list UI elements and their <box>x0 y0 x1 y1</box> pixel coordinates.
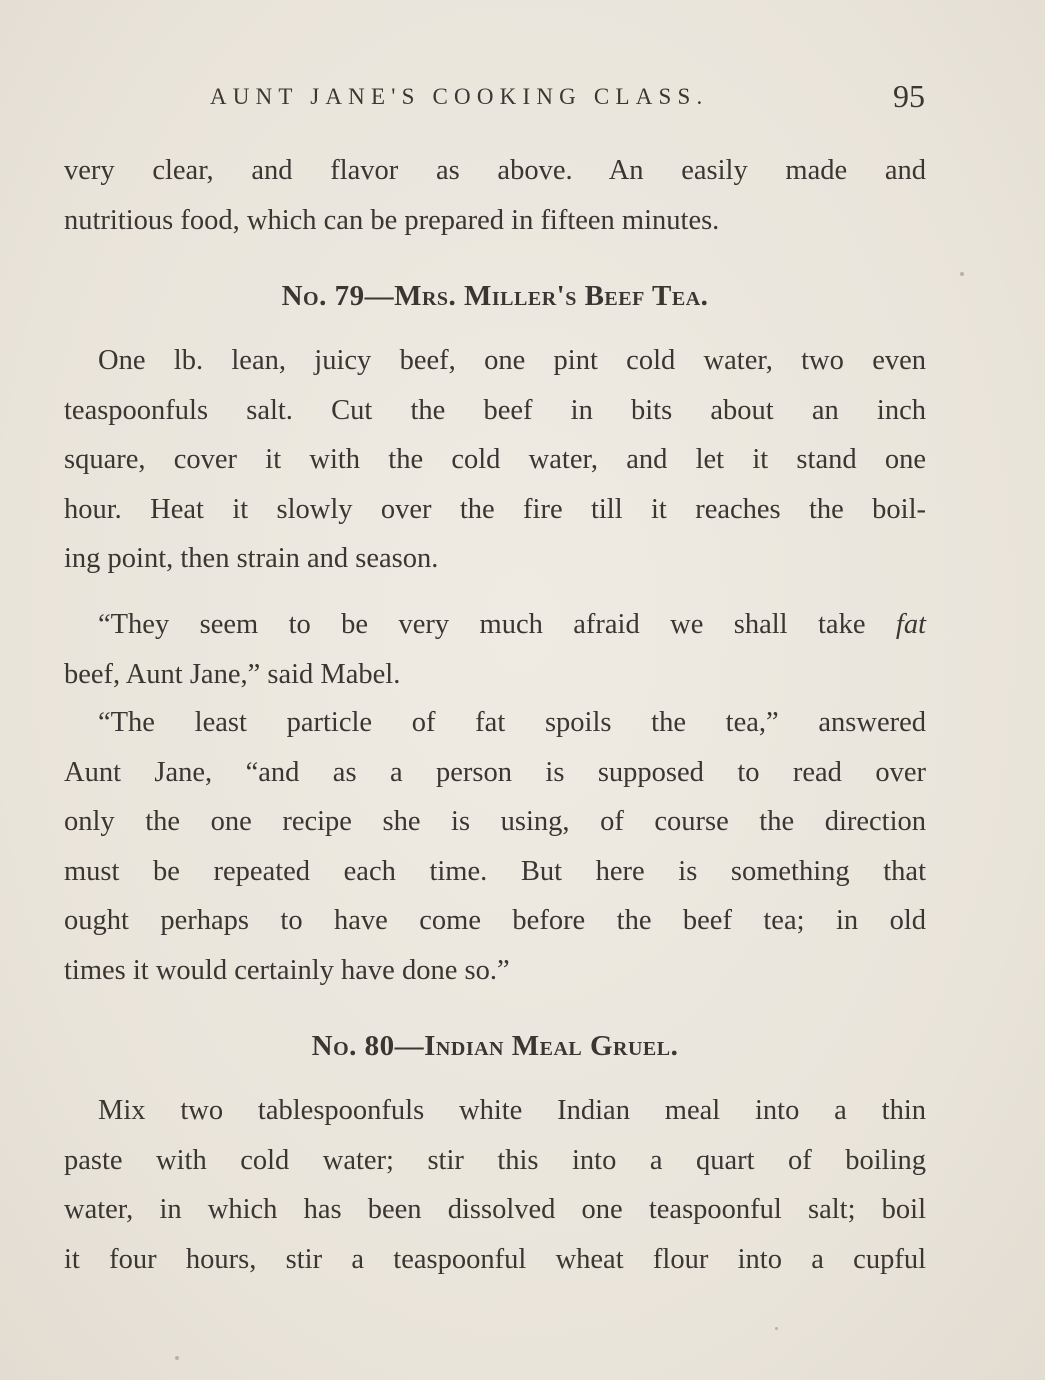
heading-text: No. 80—Indian Meal Gruel. <box>311 1030 679 1062</box>
intro-paragraph <box>64 146 926 245</box>
text-line: ought perhaps to have come before the beef tea; in old <box>64 905 926 936</box>
text-line: paste with cold water; stir this into a quart of boiling <box>64 1144 926 1176</box>
text-line: teaspoonfuls salt. Cut the beef in bits about an inch <box>64 394 926 426</box>
text-line: “The least particle of fat spoils the tea,” answered <box>98 707 926 738</box>
heading-text: No. 79—Mrs. Miller's Beef Tea. <box>281 280 709 312</box>
text-line: only the one recipe she is using, of course the direction <box>64 806 926 837</box>
paper-speck <box>960 272 964 276</box>
text-segment: “They seem to be very much afraid we shall take <box>98 609 866 640</box>
text-line: must be repeated each time. But here is something that <box>64 855 926 887</box>
paper-speck <box>775 1327 778 1330</box>
text-line: ing point, then strain and season. <box>64 543 439 574</box>
text-line: Mix two tablespoonfuls white Indian meal into a thin <box>98 1095 926 1126</box>
recipe-79-heading <box>64 280 926 313</box>
text-line: nutritious food, which can be prepared in fifteen minutes. <box>64 204 720 236</box>
text-line: square, cover it with the cold water, and let it stand one <box>64 444 926 475</box>
dialogue-paragraph-1 <box>64 600 926 699</box>
page-number: 95 <box>893 78 925 114</box>
running-head <box>210 78 925 118</box>
text-line: One lb. lean, juicy beef, one pint cold water, two even <box>98 345 926 376</box>
text-line: times it would certainly have done so.” <box>64 954 510 986</box>
text-line: hour. Heat it slowly over the fire till it reaches the boil- <box>64 493 926 525</box>
recipe-80-heading <box>64 1030 926 1063</box>
italic-word: fat <box>895 609 926 640</box>
text-line: it four hours, stir a teaspoonful wheat flour into a cupful <box>64 1243 926 1275</box>
text-line <box>64 600 926 650</box>
paper-speck <box>175 1356 179 1360</box>
text-line: water, in which has been dissolved one teaspoonful salt; boil <box>64 1194 926 1225</box>
text-line: Aunt Jane, “and as a person is supposed to read over <box>64 756 926 788</box>
recipe-79-body <box>64 336 926 584</box>
recipe-80-body <box>64 1086 926 1284</box>
text-line: beef, Aunt Jane,” said Mabel. <box>64 658 401 690</box>
running-title: AUNT JANE'S COOKING CLASS. <box>210 84 709 109</box>
text-line: very clear, and flavor as above. An easily made and <box>64 155 926 186</box>
dialogue-paragraph-2 <box>64 698 926 995</box>
